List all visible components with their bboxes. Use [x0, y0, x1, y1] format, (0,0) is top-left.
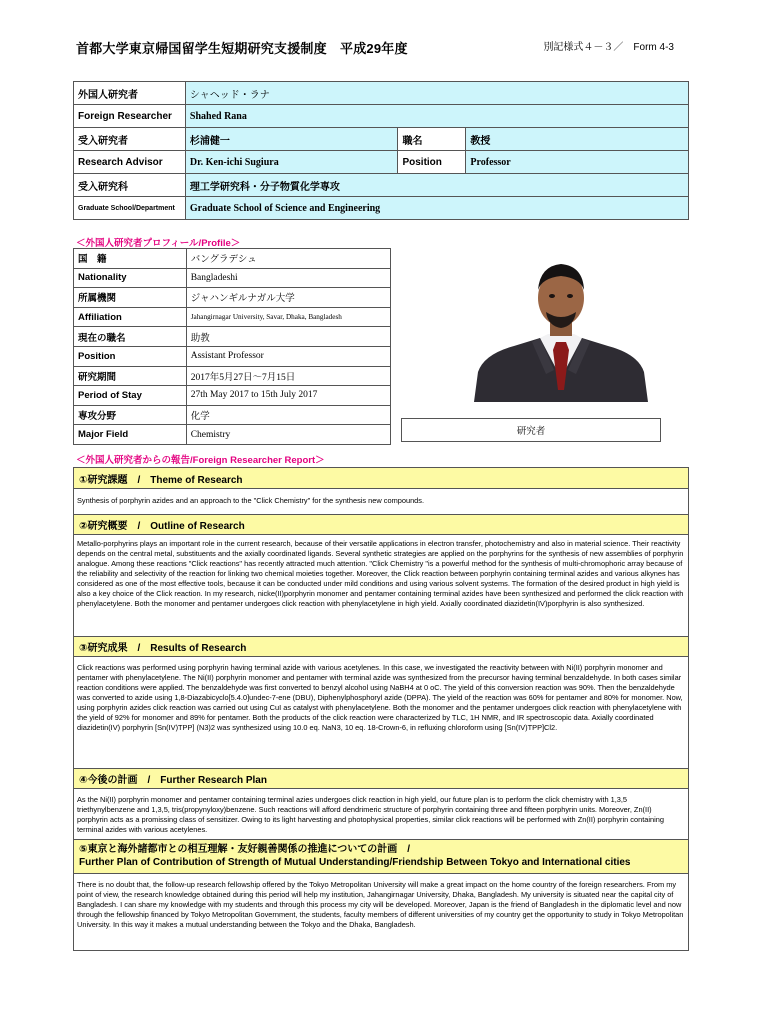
- table-row: [74, 197, 689, 220]
- table-row: [74, 82, 689, 105]
- contribution-heading-en: Further Plan of Contribution of Strength of Mutual Understanding/Friendship Between Tokyo and International cities: [79, 857, 631, 868]
- theme-text: Synthesis of porphyrin azides and an approach to the "Click Chemistry" for the synthesis new compounds.: [74, 489, 688, 515]
- table-row: [74, 405, 391, 425]
- future-text: As the Ni(II) porphyrin monomer and pentamer containing terminal azies undergoes click reaction in high yield, our future plan is to perform the click chemistry with 1,3,5 triethynylbenzene and 1,3,5, tris(propynyloxy)benzene. Such reactions will afford dendrimeric structure of porphyrin containing three and fifteen porphyrin units. Moreover, Zn(II) porphyrin acts as a promissing class of sensitizer. Owing to its light harvesting and photophysical properties, similar click reactions will be performed with Zn(II) porphyrin containing terminal azides with various acetylenes.: [74, 789, 688, 840]
- profile-value: 2017年5月27日～7月15日: [186, 366, 390, 386]
- position-ja-label: 職名: [398, 128, 466, 151]
- researcher-photo: [470, 250, 652, 402]
- future-heading: ④今後の計画 / Further Research Plan: [74, 769, 688, 789]
- position-en-value: Professor: [466, 151, 689, 174]
- contribution-text: There is no doubt that, the follow-up research fellowship offered by the Tokyo Metropolitan University will make a great impact on the home country of the foreign researchers. From my point of view, the research knowledge obtained during this period will help my institution, Jahangirnagar University, Dhaka, Bangladesh. My university is situated near the capital city of Bangladesh. I can share my knowledge with my students and through this process my city will be developed. Moreover, Japan is the friend of Bangladesh in the diplomatic level and now through the fellowship financed by Tokyo Metropolitan Government, the students, faculty members of different universities of my country get the opportunity to study in Tokyo Metropolitan University. In this way it makes a mutual understanding between the Tokyo and the Dhaka, Bangladesh.: [77, 880, 684, 929]
- profile-value: Chemistry: [186, 425, 390, 445]
- report-section-title: ＜外国人研究者からの報告/Foreign Researcher Report＞: [76, 455, 325, 466]
- table-row: [74, 174, 689, 197]
- researcher-info-table: [73, 81, 689, 220]
- form-number: 別記様式４－３／ Form 4-3: [543, 42, 674, 53]
- profile-label: Affiliation: [74, 307, 187, 327]
- profile-label: Position: [74, 346, 187, 366]
- position-en-label: Position: [398, 151, 466, 174]
- table-row: [74, 268, 391, 288]
- advisor-ja-value: 杉浦健一: [185, 128, 398, 151]
- profile-label: Major Field: [74, 425, 187, 445]
- table-row: [74, 327, 391, 347]
- profile-label: 現在の職名: [74, 327, 187, 347]
- advisor-ja-label: 受入研究者: [74, 128, 186, 151]
- profile-value: バングラデシュ: [186, 249, 390, 269]
- report-box: [73, 467, 689, 951]
- position-ja-value: 教授: [466, 128, 689, 151]
- document-title: 首都大学東京帰国留学生短期研究支援制度 平成29年度: [76, 41, 408, 56]
- profile-label: 国 籍: [74, 249, 187, 269]
- advisor-en-value: Dr. Ken-ichi Sugiura: [185, 151, 398, 174]
- results-heading: ③研究成果 / Results of Research: [74, 637, 688, 657]
- profile-table: [73, 248, 391, 445]
- profile-value: Assistant Professor: [186, 346, 390, 366]
- profile-value: Bangladeshi: [186, 268, 390, 288]
- table-row: [74, 288, 391, 308]
- name-en-label: Foreign Researcher: [74, 105, 186, 128]
- table-row: [74, 425, 391, 445]
- school-en-label: Graduate School/Department: [74, 197, 186, 220]
- outline-text: Metallo-porphyrins plays an important role in the current research, because of their versatile applications in electron transfer, photochemistry and also in material science. Their reactivity depends on the central metal, substituents and the axially coordinated ligands. Several synthetic strategies are applied on the porphyrins for the synthesis of new assemblies of porphyrin analogue. Among these reactions "Click reactions" has recently attracted much attention. "Click Chemistry "is a powerful method for the synthesis of multi-chromophoric array because of the reliability and selectivity of the reaction for linking two chemical moieties together. Moreover, the Click reaction between porphyrin containing terminal azides and various alkynes has considered as one of the most effective tools, because it can be conducted under mild conditions and using various solvent systems. The formation of the desired product in high yield is also a key choice of the Click reaction. In my research, nicke(II)porphyrin monomer and pentamer containing terminal azides have been synthesized and performed the click reaction with phenylacetylene. Both the monomer and pentamer undergoes click reaction with phenylacetylene in high yield. Axially coordinated diazidetin(IV)porphyrin is also synthesized.: [74, 535, 688, 637]
- profile-value: 27th May 2017 to 15th July 2017: [186, 386, 390, 406]
- profile-label: Nationality: [74, 268, 187, 288]
- table-row: [74, 366, 391, 386]
- results-text: Click reactions was performed using porphyrin having terminal azide with various acetylenes. In this case, we investigated the reactivity between with Ni(II) porphyrin monomer and pentamer with phenylacetylene. The Ni(II) porphyrin monomer and pentamer with terminal azide was synthesized from the precursor having terminal benzaldehyde. In both cases similar reaction conditions were applied. The benzaldehyde was first converted to benzyl alcohol using NaBH4 at 0 oC. The yield of this conversion reaction was 90%. Then the benzaldehyde was converted to azide using 1,8-Diazabicyclo[5.4.0]undec-7-ene (DBU), Diphenylphosphoryl azide (DPPA). The yield of the reaction was 60% for pentamer and 80% for monomer. Now, using porphyrin azides click reaction was carried out using CuI as catalyst with phenylacetylene. Both the monomer and the pentamer undergoes click reaction with phenylacetylene with the yield of 92% for monomer and 89% for pentamer. Both the products of the click reaction were characterized by TLC, 1H NMR, and IR spectroscopic data. Axially coordinated diazidetin(IV) porphyrin [Sn(IV)TPP] (N3)2 was synthesized using 10.0 eq. NaN3, 10 eq. 18-Crown-6, in refluxing chloroform using [Sn(IV)TPP]Cl2.: [74, 657, 688, 769]
- theme-heading: ①研究課題 / Theme of Research: [74, 468, 688, 489]
- contribution-heading: [74, 840, 688, 874]
- portrait-illustration: [470, 250, 652, 402]
- profile-value: 助教: [186, 327, 390, 347]
- profile-label: Period of Stay: [74, 386, 187, 406]
- school-en-value: Graduate School of Science and Engineering: [185, 197, 688, 220]
- name-en-value: Shahed Rana: [185, 105, 688, 128]
- profile-label: 研究期間: [74, 366, 187, 386]
- profile-value: 化学: [186, 405, 390, 425]
- profile-label: 専攻分野: [74, 405, 187, 425]
- advisor-en-label: Research Advisor: [74, 151, 186, 174]
- profile-section-title: ＜外国人研究者プロフィール/Profile＞: [76, 238, 241, 249]
- table-row: [74, 151, 689, 174]
- profile-label: 所属機関: [74, 288, 187, 308]
- outline-heading: ②研究概要 / Outline of Research: [74, 515, 688, 535]
- name-ja-label: 外国人研究者: [74, 82, 186, 105]
- school-ja-value: 理工学研究科・分子物質化学専攻: [185, 174, 688, 197]
- photo-caption: 研究者: [401, 418, 661, 442]
- school-ja-label: 受入研究科: [74, 174, 186, 197]
- table-row: [74, 307, 391, 327]
- name-ja-value: シャヘッド・ラナ: [185, 82, 688, 105]
- contribution-heading-ja: ⑤東京と海外諸都市との相互理解・友好親善関係の推進についての計画 /: [79, 844, 411, 855]
- table-row: [74, 346, 391, 366]
- table-row: [74, 249, 391, 269]
- table-row: [74, 105, 689, 128]
- profile-value: ジャハンギルナガル大学: [186, 288, 390, 308]
- profile-value: Jahangirnagar University, Savar, Dhaka, Bangladesh: [186, 307, 390, 327]
- table-row: [74, 128, 689, 151]
- table-row: [74, 386, 391, 406]
